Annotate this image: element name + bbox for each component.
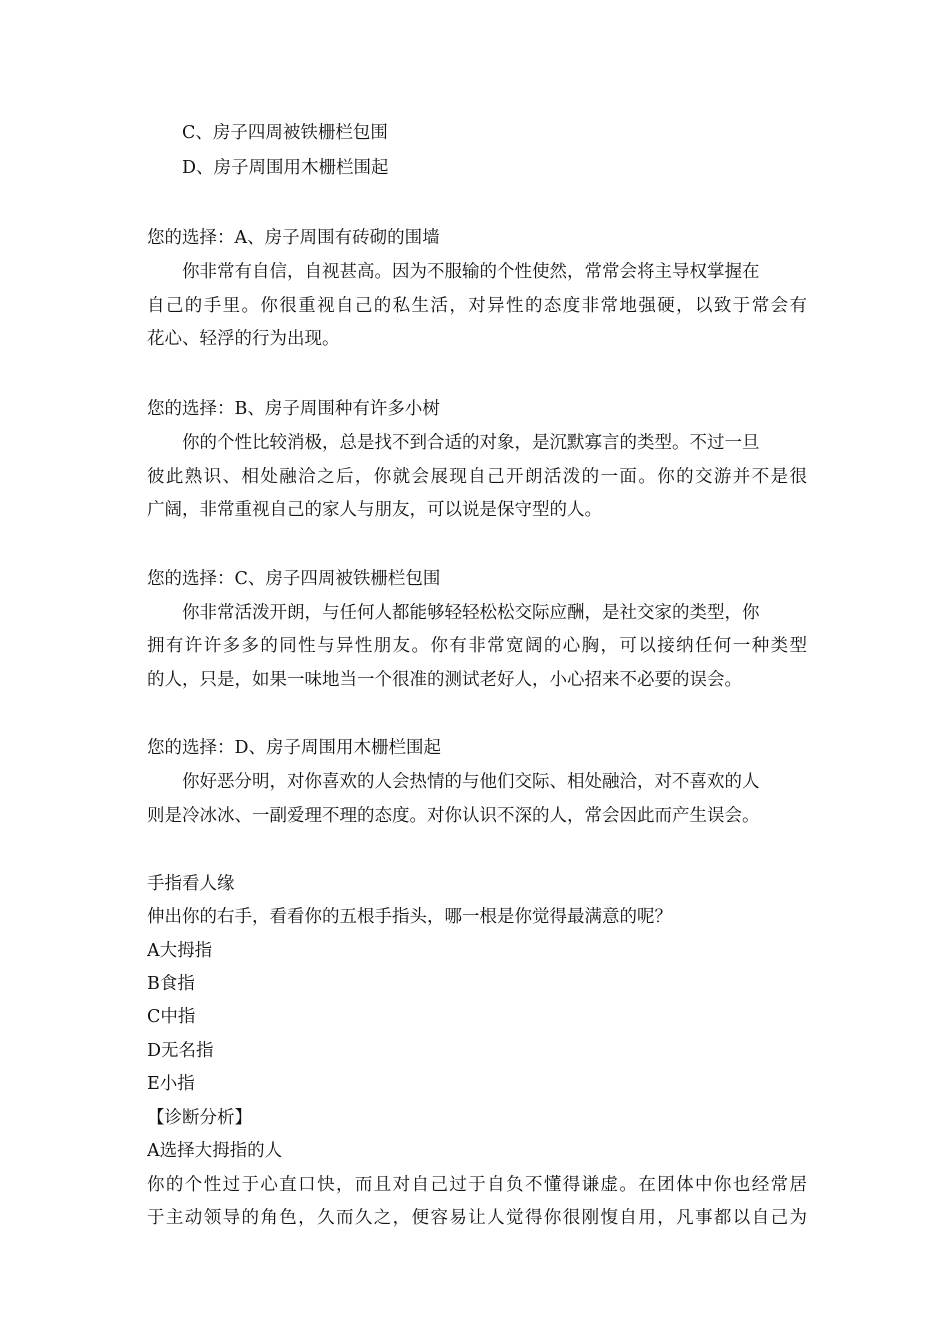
analysis-heading: 【诊断分析】 <box>147 1108 252 1128</box>
result-a-line-1: 你非常有自信，自视甚高。因为不服输的个性使然，常常会将主导权掌握在 <box>182 262 760 282</box>
result-c-line-3: 的人，只是，如果一味地当一个很准的测试老好人，小心招来不必要的误会。 <box>147 670 742 690</box>
quiz2-option-d: D无名指 <box>147 1041 214 1061</box>
result-c-line-2: 拥有许许多多的同性与异性朋友。你有非常宽阔的心胸，可以接纳任何一种类型 <box>147 636 807 656</box>
result-b-line-3: 广阔，非常重视自己的家人与朋友，可以说是保守型的人。 <box>147 500 602 520</box>
result-a-heading: 您的选择：A、房子周围有砖砌的围墙 <box>147 228 440 248</box>
result-d-heading: 您的选择：D、房子周围用木栅栏围起 <box>147 738 442 758</box>
option-d: D、房子周围用木栅栏围起 <box>182 158 389 178</box>
result-b-line-1: 你的个性比较消极，总是找不到合适的对象，是沉默寡言的类型。不过一旦 <box>182 433 760 453</box>
quiz2-option-b: B食指 <box>147 974 195 994</box>
result-c-heading: 您的选择：C、房子四周被铁栅栏包围 <box>147 569 441 589</box>
result-d-line-1: 你好恶分明，对你喜欢的人会热情的与他们交际、相处融洽，对不喜欢的人 <box>182 772 760 792</box>
result-b-heading: 您的选择：B、房子周围种有许多小树 <box>147 399 440 419</box>
result-a-line-2: 自己的手里。你很重视自己的私生活，对异性的态度非常地强硬，以致于常会有 <box>147 296 807 316</box>
quiz2-question: 伸出你的右手，看看你的五根手指头，哪一根是你觉得最满意的呢？ <box>147 907 672 927</box>
quiz2-title: 手指看人缘 <box>147 874 235 894</box>
quiz2-option-e: E小指 <box>147 1074 195 1094</box>
analysis-a-line-1: 你的个性过于心直口快，而且对自己过于自负不懂得谦虚。在团体中你也经常居 <box>147 1175 807 1195</box>
result-a-line-3: 花心、轻浮的行为出现。 <box>147 329 340 349</box>
analysis-a-line-2: 于主动领导的角色，久而久之，便容易让人觉得你很刚愎自用，凡事都以自己为 <box>147 1208 807 1228</box>
option-c: C、房子四周被铁栅栏包围 <box>182 123 388 143</box>
result-b-line-2: 彼此熟识、相处融洽之后，你就会展现自己开朗活泼的一面。你的交游并不是很 <box>147 467 807 487</box>
analysis-a-title: A选择大拇指的人 <box>147 1141 283 1161</box>
result-c-line-1: 你非常活泼开朗，与任何人都能够轻轻松松交际应酬，是社交家的类型，你 <box>182 603 760 623</box>
quiz2-option-a: A大拇指 <box>147 941 213 961</box>
result-d-line-2: 则是冷冰冰、一副爱理不理的态度。对你认识不深的人，常会因此而产生误会。 <box>147 806 760 826</box>
quiz2-option-c: C中指 <box>147 1007 196 1027</box>
